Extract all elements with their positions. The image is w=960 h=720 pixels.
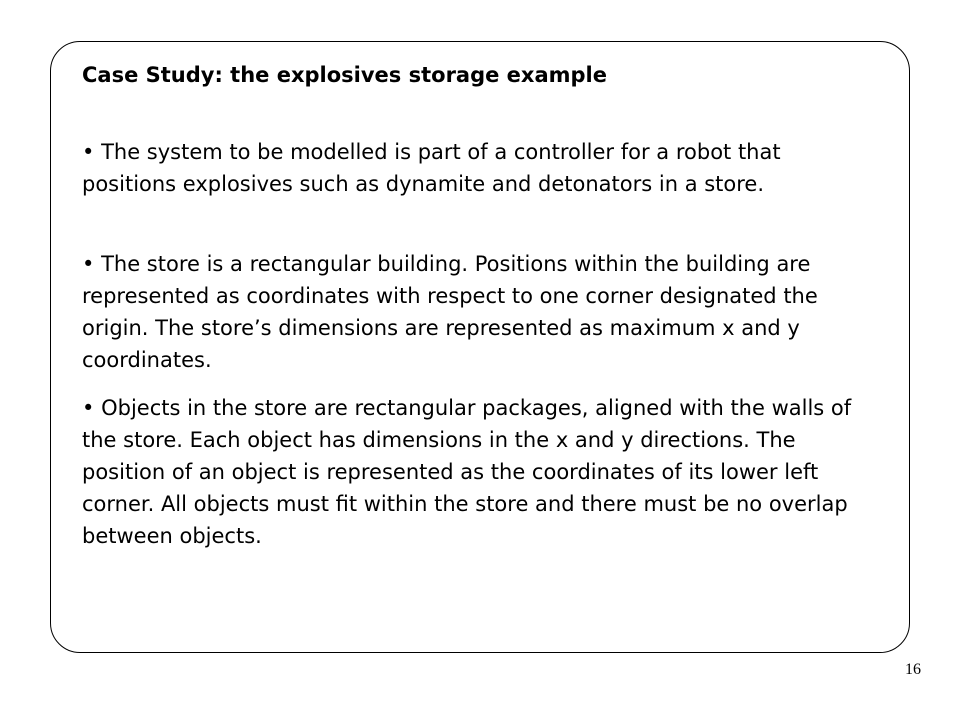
- bullet-item-3: [82, 392, 872, 552]
- page-number: 16: [905, 661, 921, 678]
- bullet-text: Objects in the store are rectangular packages, aligned with the walls of the store. Each object has dimensions in the x and y directions. The position of an object is represented as the coordinates of its lower left corner. All objects must fit within the store and there must be no overlap between objects.: [82, 396, 852, 548]
- bullet-text: The system to be modelled is part of a controller for a robot that positions explosives such as dynamite and detonators in a store.: [82, 140, 781, 196]
- bullet-marker: •: [82, 140, 95, 164]
- bullet-marker: •: [82, 252, 95, 276]
- bullet-item-2: [82, 248, 872, 376]
- bullet-item-1: [82, 136, 872, 200]
- bullet-text: The store is a rectangular building. Positions within the building are represented as coordinates with respect to one corner designated the origin. The store’s dimensions are represented as maximum x and y coordinates.: [82, 252, 818, 372]
- bullet-marker: •: [82, 396, 95, 420]
- slide-title: Case Study: the explosives storage example: [82, 63, 607, 87]
